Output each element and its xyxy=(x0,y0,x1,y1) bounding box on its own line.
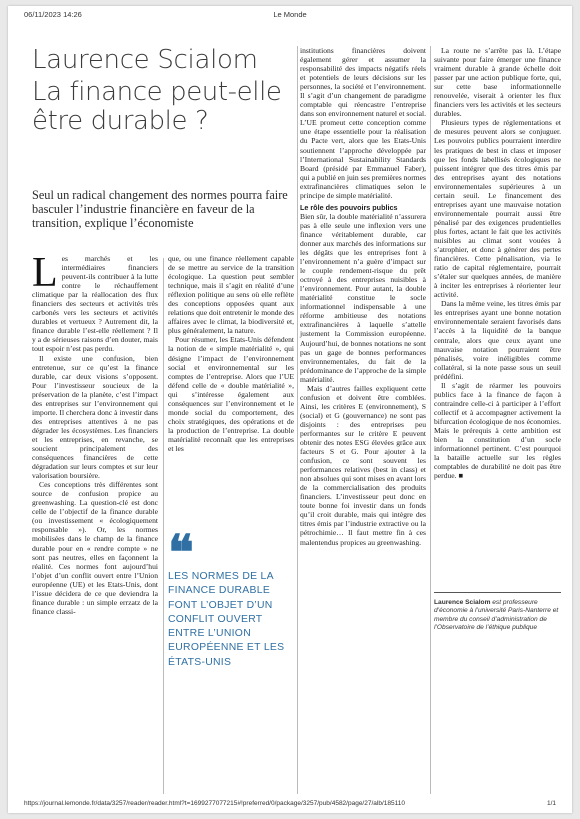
article-paragraph: Bien sûr, la double matérialité n’assurera pas à elle seule une inflexion vers une finance véritablement durable, car donner aux marchés des informations sur les dégâts que les entreprises font à l’environnement n’a guère d’impact sur le couple rendement-risque du prêt octroyé à des entreprises nuisibles à l’environnement. Pour autant, la double matérialité constitue le socle informationnel indispensable à une réforme ambitieuse des notations extrafinancières à laquelle s’attelle justement la Commission européenne. Aujourd’hui, de bonnes notations ne sont pas un gage de bonnes performances environnementales, du fait de la prédominance de l’approche de la simple matérialité. xyxy=(300,211,426,384)
page-url: https://journal.lemonde.fr/data/3257/reader/reader.html?t=1699277077215#!preferred/0/package/3257/pub/4582/page/27/alb/185110 xyxy=(24,800,405,807)
author-bio xyxy=(434,592,561,632)
pull-quote-text: LES NORMES DE LA FINANCE DURABLE FONT L’OBJET D’UN CONFLIT OUVERT ENTRE L’UNION EUROPÉENNE ET LES ÉTATS-UNIS xyxy=(168,571,285,668)
article-paragraph: Pour résumer, les Etats-Unis défendent la notion de « simple matérialité », qui désigne l’impact de l’environnement social et environnemental sur les comptes de l’entreprise. Alors que l’UE défend celle de « double matérialité », qui s’intéresse également aux conséquences sur l’environnement et le monde social du comportement, des choix stratégiques, des opérations et de la production de l’entreprise. La double matérialité reconnaît que les entreprises et les xyxy=(168,335,294,453)
article-author-heading: Laurence Scialom xyxy=(32,45,258,75)
article-paragraph: Ces conceptions très différentes sont source de confusion propice au greenwashing. La question-clé est donc celle de l’objectif de la finance durable (ou investissement « écologiquement responsable »). Or, les normes mobilisées dans le champ de la finance durable pour en « rendre compte » ne sont pas neutres, elles en façonnent la réalité. Ces normes font aujourd’hui l’objet d’un conflit ouvert entre l’Union européenne (UE) et les Etats-Unis, dont l’issue décidera de ce que deviendra la finance durable : un simple errzatz de la finance classi- xyxy=(32,480,158,616)
article-title: La finance peut-elle être durable ? xyxy=(32,77,282,136)
bio-author-name: Laurence Scialom xyxy=(434,599,491,606)
page-footer xyxy=(24,800,556,807)
article-subheading: Le rôle des pouvoirs publics xyxy=(300,202,398,212)
article-column-2 xyxy=(168,254,294,453)
article-paragraph: Mais d’autres failles expliquent cette confusion et doivent être comblées. Ainsi, les critères E (environnement), S (social) et G (gouvernance) ne sont pas disjoints : des entreprises peu performantes sur le critère E peuvent obtenir des notes ESG élevées grâce aux facteurs S et G. Pour ajouter à la confusion, ce sont souvent les performances relatives (best in class) et non absolues qui sont mises en avant lors de la commercialisation des produits financiers. L’investisseur peut donc en toute bonne foi investir dans un fonds qu’il croit durable, mais qui intègre des titres émis par l’industrie extractive ou la pétrochimie… Il faut mettre fin à ces malentendus propices au greenwashing. xyxy=(300,383,426,547)
drop-cap: L xyxy=(32,250,58,296)
column-divider xyxy=(297,46,298,794)
article-paragraph xyxy=(32,250,158,354)
pull-quote xyxy=(168,525,294,670)
newspaper-page xyxy=(8,6,572,813)
article-paragraph: Plusieurs types de réglementations et de mesures peuvent alors se conjuguer. Les pouvoirs publics pourraient interdire les pratiques de best in class et imposer que les fonds labellisés écologiques ne puissent intégrer que des titres émis par des entreprises ayant des notations environnementales supérieures à un certain seuil. Le financement des entreprises ayant une mauvaise notation environnementale pourrait aussi être pénalisé par des exigences prudentielles plus fortes, actant le fait que les activités nuisibles au climat sont vouées à s’atrophier, et donc à générer des pertes financières. Cette pénalisation, via le ratio de capital réglementaire, pourrait s’étaler sur quelques années, de manière à inciter les entreprises à réorienter leur activité. xyxy=(434,118,561,300)
article-paragraph: Dans la même veine, les titres émis par les entreprises ayant une bonne notation environnementale seraient favorisés dans l’accès à la liquidité de la banque centrale, alors que ceux ayant une mauvaise notation pourraient être pénalisés, voire inéligibles comme collatéral, si la note passe sous un seuil prédéfini. xyxy=(434,299,561,381)
paragraph-text: es marchés et les intermédiaires financiers peuvent-ils contribuer à la lutte contre le réchauffement climatique par la réallocation des flux financiers des secteurs et activités très carbonés vers les secteurs et activités durables et vertueux ? Autrement dit, la finance durable l’est-elle réellement ? Il y a de sérieuses raisons d’en douter, mais tout espoir n’est pas perdu. xyxy=(32,254,158,354)
article-paragraph: La route ne s’arrête pas là. L’étape suivante pour faire émerger une finance vraiment durable à grande échelle doit passer par une action publique forte, qui, sur cette base informationnelle renouvelée, viserait à orienter les flux financiers vers les activités et les secteurs durables. xyxy=(434,46,561,119)
article-column-3 xyxy=(300,46,426,547)
bio-text: est professeure d’économie à l’université Paris-Nanterre et membre du conseil d’administration de l’Observatoire de l’éthique publique xyxy=(434,599,559,631)
article-paragraph: Il s’agit de réarmer les pouvoirs publics face à la finance de façon à contraindre celle-ci à participer à l’effort collectif et à accompagner activement la bifurcation écologique de nos économies. Mais le prérequis à cette ambition est bien la constitution d’un socle informationnel pertinent. C’est pourquoi la bataille actuelle sur les règles comptables de durabilité ne doit pas être perdue. ■ xyxy=(434,380,561,481)
column-divider xyxy=(163,258,164,794)
article-paragraph: institutions financières doivent également gérer et assumer la responsabilité des impacts négatifs réels et potentiels de leurs décisions sur les personnes, la société et l’environnement. Il s’agit d’un changement de paradigme comptable qui réencastre l’entreprise dans son environnement naturel et social. L’UE promeut cette conception comme une étape essentielle pour la réalisation du Pacte vert, alors que les Etats-Unis soutiennent l’approche développée par l’International Sustainability Standards Board (présidé par Emmanuel Faber), qui a publié en juin ses premières normes extrafinancières climatiques selon le principe de simple matérialité. xyxy=(300,46,426,200)
article-column-1 xyxy=(32,250,158,616)
print-datetime: 06/11/2023 14:26 xyxy=(24,10,82,19)
article-paragraph: Il existe une confusion, bien entretenue, sur ce qu’est la finance durable, car deux visions s’opposent. Pour l’investisseur soucieux de la préservation de la planète, c’est l’impact des entreprises sur l’environnement qui importe. Il cherchera donc à investir dans des entreprises attentives à ne pas dégrader les écosystèmes. Les financiers et les entreprises, en revanche, se soucient principalement des conséquences financières de cette dégradation sur leurs comptes et sur leur valorisation boursière. xyxy=(32,353,158,481)
page-number: 1/1 xyxy=(546,800,556,807)
publication-name: Le Monde xyxy=(273,10,307,19)
article-paragraph: que, ou une finance réellement capable de se mettre au service de la transition écologique. La question peut sembler technique, mais il s’agit en réalité d’une réflexion politique au sens où elle reflète des conceptions opposées quant aux relations que doit entretenir le monde des affaires avec le climat, la biodiversité et, plus généralement, la nature. xyxy=(168,254,294,336)
article-column-4 xyxy=(434,46,561,480)
column-divider xyxy=(430,46,431,794)
article-deck: Seul un radical changement des normes pourra faire basculer l’industrie financière en faveur de la transition, explique l’économiste xyxy=(32,188,288,231)
quote-mark-icon: ❝ xyxy=(168,525,194,581)
